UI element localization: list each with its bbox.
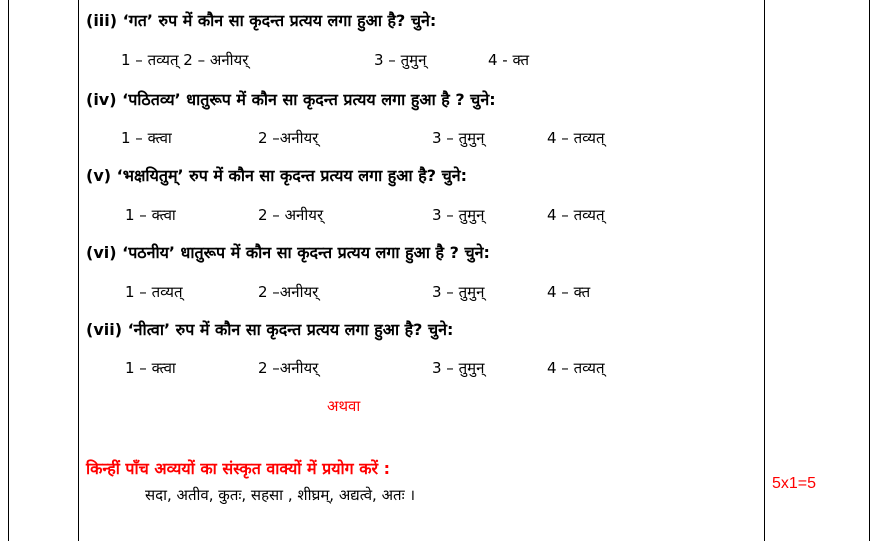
question-vii-option-4: 4 – तव्यत् xyxy=(547,359,605,377)
question-v-option-3: 3 – तुमुन् xyxy=(432,206,485,224)
question-iii-option-3: 3 – तुमुन् xyxy=(374,51,427,69)
question-iii-option-1-2: 1 – तव्यत् 2 – अनीयर् xyxy=(121,51,249,69)
question-v-option-2: 2 – अनीयर् xyxy=(258,206,324,224)
question-iv-option-1: 1 – क्त्वा xyxy=(121,129,172,147)
table-border-right xyxy=(869,0,870,541)
athava-label: अथवा xyxy=(327,397,361,415)
question-iii-option-4: 4 - क्त xyxy=(488,51,530,69)
question-vii-option-2: 2 –अनीयर् xyxy=(258,359,319,377)
marks-value: 5x1=5 xyxy=(772,475,817,492)
avyaya-list: सदा, अतीव, कुतः, सहसा , शीघ्रम्, अद्यत्वे, अतः । xyxy=(145,486,416,504)
table-border-question-col xyxy=(78,0,79,541)
question-vii-option-1: 1 – क्त्वा xyxy=(125,359,176,377)
question-vi-option-2: 2 –अनीयर् xyxy=(258,283,319,301)
question-v: (v) ‘भक्षयितुम्’ रुप में कौन सा कृदन्त प्रत्यय लगा हुआ है? चुने: xyxy=(86,166,468,185)
question-vi-option-1: 1 – तव्यत् xyxy=(125,283,183,301)
question-vi: (vi) ‘पठनीय’ धातुरूप में कौन सा कृदन्त प्रत्यय लगा हुआ है ? चुने: xyxy=(86,243,490,262)
question-iv-option-4: 4 – तव्यत् xyxy=(547,129,605,147)
question-v-option-1: 1 – क्त्वा xyxy=(125,206,176,224)
question-iii: (iii) ‘गत’ रुप में कौन सा कृदन्त प्रत्यय लगा हुआ है? चुने: xyxy=(86,11,437,30)
question-vii: (vii) ‘नीत्वा’ रुप में कौन सा कृदन्त प्रत्यय लगा हुआ है? चुने: xyxy=(86,320,454,339)
question-v-option-4: 4 – तव्यत् xyxy=(547,206,605,224)
question-iv: (iv) ‘पठितव्य’ धातुरूप में कौन सा कृदन्त प्रत्यय लगा हुआ है ? चुने: xyxy=(86,90,496,109)
question-vi-option-3: 3 – तुमुन् xyxy=(432,283,485,301)
question-iv-option-2: 2 –अनीयर् xyxy=(258,129,319,147)
question-iv-option-3: 3 – तुमुन् xyxy=(432,129,485,147)
table-border-marks-col xyxy=(764,0,765,541)
avyaya-instruction: किन्हीं पाँच अव्ययों का संस्कृत वाक्यों में प्रयोग करें : xyxy=(86,459,391,478)
table-border-left xyxy=(8,0,9,541)
question-vii-option-3: 3 – तुमुन् xyxy=(432,359,485,377)
question-vi-option-4: 4 – क्त xyxy=(547,283,591,301)
